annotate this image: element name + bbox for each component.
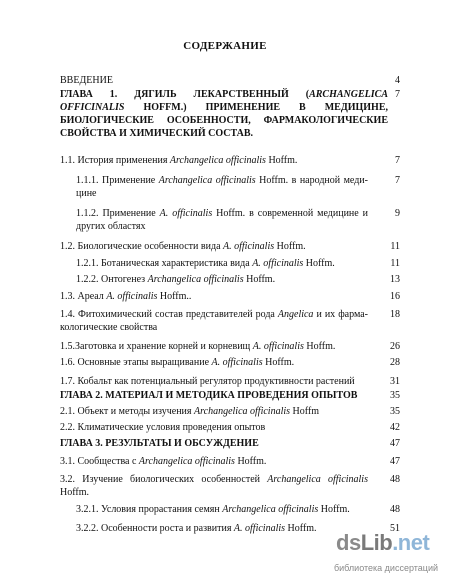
toc-page-number: 48 (390, 474, 400, 485)
chapter-1-line-2: OFFICINALIS HOFFM.) ПРИМЕНЕНИЕ В МЕДИЦИНЕ, (60, 102, 389, 113)
toc-entry-2-2[interactable]: 2.2. Климатические условия проведения опытов (60, 422, 266, 433)
toc-page-number: 9 (395, 208, 400, 219)
toc-page-number: 48 (390, 504, 400, 515)
toc-page-number: 51 (390, 523, 400, 534)
toc-entry-2-1[interactable]: 2.1. Объект и методы изучения Archangelica officinalis Hoffm (60, 406, 320, 417)
toc-page-number: 11 (390, 241, 400, 252)
toc-entry-text: ВВЕДЕНИЕ (60, 75, 113, 86)
toc-entry-1-1-1[interactable]: 1.1.1. Применение Archangelica officinalis Hoffm. в народной меди- цине (76, 175, 368, 199)
toc-page-number: 4 (395, 75, 400, 86)
toc-chapter-1[interactable] (60, 88, 388, 140)
toc-page-number: 16 (390, 291, 400, 302)
toc-entry-1-6[interactable]: 1.6. Основные этапы выращивание A. officinalis Hoffm. (60, 357, 295, 368)
toc-entry-1-4[interactable]: 1.4. Фитохимический состав представителей рода Angelica и их фарма- кологические свойства (60, 309, 368, 333)
toc-entry-1-2-1[interactable]: 1.2.1. Ботаническая характеристика вида A. officinalis Hoffm. (76, 258, 335, 269)
toc-page-number: 26 (390, 341, 400, 352)
toc-page-number: 18 (390, 309, 400, 320)
toc-entry-1-1-2[interactable]: 1.1.2. Применение A. officinalis Hoffm. в современной медицине и других областях (76, 208, 369, 232)
toc-entry-1-7[interactable]: 1.7. Кобальт как потенциальный регулятор продуктивности растений (60, 376, 355, 387)
chapter-1-line-3: БИОЛОГИЧЕСКИЕ ОСОБЕННОСТИ, ФАРМАКОЛОГИЧЕСКИЕ (60, 115, 388, 126)
toc-page-number: 13 (390, 274, 400, 285)
toc-entry-1-2[interactable]: 1.2. Биологические особенности вида A. officinalis Hoffm. (60, 241, 306, 252)
chapter-1-line-1: ГЛАВА 1. ДЯГИЛЬ ЛЕКАРСТВЕННЫЙ (ARCHANGELICA (60, 89, 388, 100)
toc-entry-1-1[interactable]: 1.1. История применения Archangelica officinalis Hoffm. (60, 155, 298, 166)
toc-page-number: 11 (390, 258, 400, 269)
toc-page-number: 7 (395, 155, 400, 166)
toc-entry-3-1[interactable]: 3.1. Сообщества с Archangelica officinalis Hoffm. (60, 456, 267, 467)
toc-entry-3-2-2[interactable]: 3.2.2. Особенности роста и развития A. officinalis Hoffm. (76, 523, 317, 534)
toc-page-number: 47 (390, 438, 400, 449)
watermark-subtitle: библиотека диссертаций (333, 563, 438, 573)
toc-page-number: 35 (390, 406, 400, 417)
toc-entry-1-2-2[interactable]: 1.2.2. Онтогенез Archangelica officinalis Hoffm. (76, 274, 276, 285)
toc-entry-3-2-1[interactable]: 3.2.1. Условия прорастания семян Archangelica officinalis Hoffm. (76, 504, 350, 515)
toc-entry-1-3[interactable]: 1.3. Ареал A. officinalis Hoffm.. (60, 291, 192, 302)
toc-page-number: 7 (395, 89, 400, 100)
toc-entry-3-2[interactable]: 3.2. Изучение биологических особенностей Archangelica officinalis Hoffm. (60, 474, 368, 498)
toc-page-number: 35 (390, 390, 400, 401)
chapter-1-line-4: СВОЙСТВА И ХИМИЧЕСКИЙ СОСТАВ. (60, 128, 254, 139)
toc-chapter-2[interactable]: ГЛАВА 2. МАТЕРИАЛ И МЕТОДИКА ПРОВЕДЕНИЯ ОПЫТОВ (60, 390, 358, 401)
toc-page-number: 31 (390, 376, 400, 387)
watermark-logo: dsLib.net (336, 530, 430, 555)
toc-chapter-3[interactable]: ГЛАВА 3. РЕЗУЛЬТАТЫ И ОБСУЖДЕНИЕ (60, 438, 259, 449)
toc-page-number: 47 (390, 456, 400, 467)
dslib-watermark[interactable] (324, 530, 448, 576)
toc-page-number: 7 (395, 175, 400, 186)
toc-page-number: 28 (390, 357, 400, 368)
toc-page-number: 42 (390, 422, 400, 433)
toc-entry-1-5[interactable]: 1.5.Заготовка и хранение корней и корневищ A. officinalis Hoffm. (60, 341, 336, 352)
toc-entry-intro[interactable] (60, 74, 400, 87)
page-title: СОДЕРЖАНИЕ (183, 40, 267, 52)
